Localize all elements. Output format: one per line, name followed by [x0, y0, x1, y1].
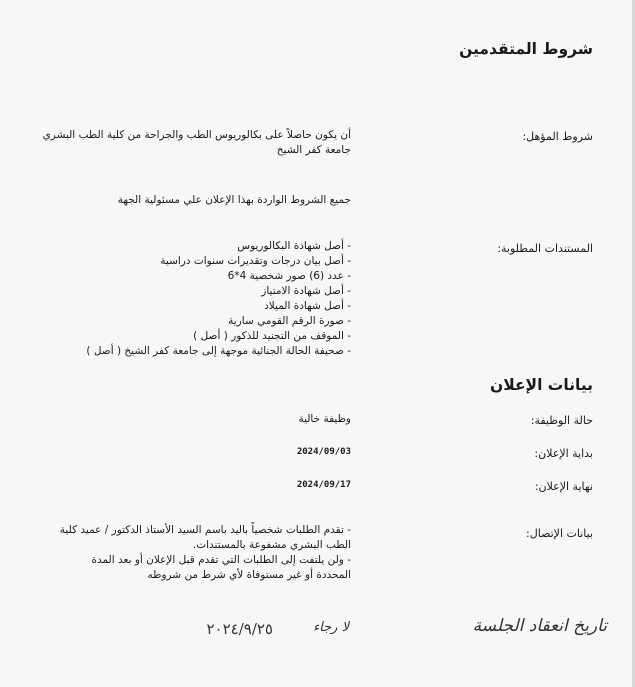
- qualification-line: جامعة كفر الشيخ: [276, 144, 351, 156]
- start-label: بداية الإعلان:: [534, 447, 593, 460]
- qualification-label: شروط المؤهل:: [522, 130, 593, 143]
- contact-line: - ولن يلتفت إلى الطلبات التي تقدم قبل الإعلان أو بعد المدة: [91, 554, 351, 566]
- announcement-title: بيانات الإعلان: [489, 376, 593, 394]
- document-item: - أصل شهادة البكالوريوس: [237, 240, 351, 252]
- contact-line: الطب البشري مشفوعة بالمستندات.: [192, 539, 351, 551]
- qualification-line: أن يكون حاصلاً على بكالوريوس الطب والجراحة من كلية الطب البشري: [42, 129, 351, 141]
- documents-label: المستندات المطلوبة:: [497, 242, 593, 255]
- qualification-text: [43, 128, 351, 158]
- status-label: حالة الوظيفة:: [530, 414, 593, 427]
- handwritten-session-label: تاريخ انعقاد الجلسة: [472, 616, 607, 636]
- start-date: 2024/09/03: [296, 447, 351, 457]
- document-item: - عدد (6) صور شخصية 4*6: [227, 270, 351, 282]
- status-value: وظيفة خالية: [298, 413, 351, 425]
- documents-list: [86, 239, 351, 359]
- handwritten-prefix: لا رجاء: [313, 620, 349, 635]
- document-item: - أصل بيان درجات وتقديرات سنوات دراسية: [160, 255, 351, 267]
- document-item: - صورة الرقم القومي سارية: [228, 315, 351, 327]
- document-item: - الموقف من التجنيد للذكور ( أصل ): [193, 330, 351, 342]
- document-item: - أصل شهادة الامتياز: [261, 285, 351, 297]
- contact-label: بيانات الإتصال:: [526, 527, 593, 540]
- contact-text: [60, 523, 351, 583]
- end-label: نهاية الإعلان:: [534, 480, 593, 493]
- contact-line: المحددة أو غير مستوفاة لأي شرط من شروطه: [147, 569, 351, 581]
- handwritten-session-date: ٢٠٢٤/٩/٢٥: [206, 620, 273, 638]
- responsibility-note: جميع الشروط الواردة بهذا الإعلان علي مسئولية الجهة: [117, 194, 351, 206]
- conditions-title: شروط المتقدمين: [459, 40, 593, 58]
- contact-line: - تقدم الطلبات شخصياً باليد باسم السيد الأستاذ الدكتور / عميد كلية: [59, 524, 351, 536]
- document-item: - صحيفة الحالة الجنائية موجهة إلى جامعة كفر الشيخ ( أصل ): [86, 345, 351, 357]
- document-item: - أصل شهادة الميلاد: [264, 300, 351, 312]
- end-date: 2024/09/17: [296, 480, 351, 490]
